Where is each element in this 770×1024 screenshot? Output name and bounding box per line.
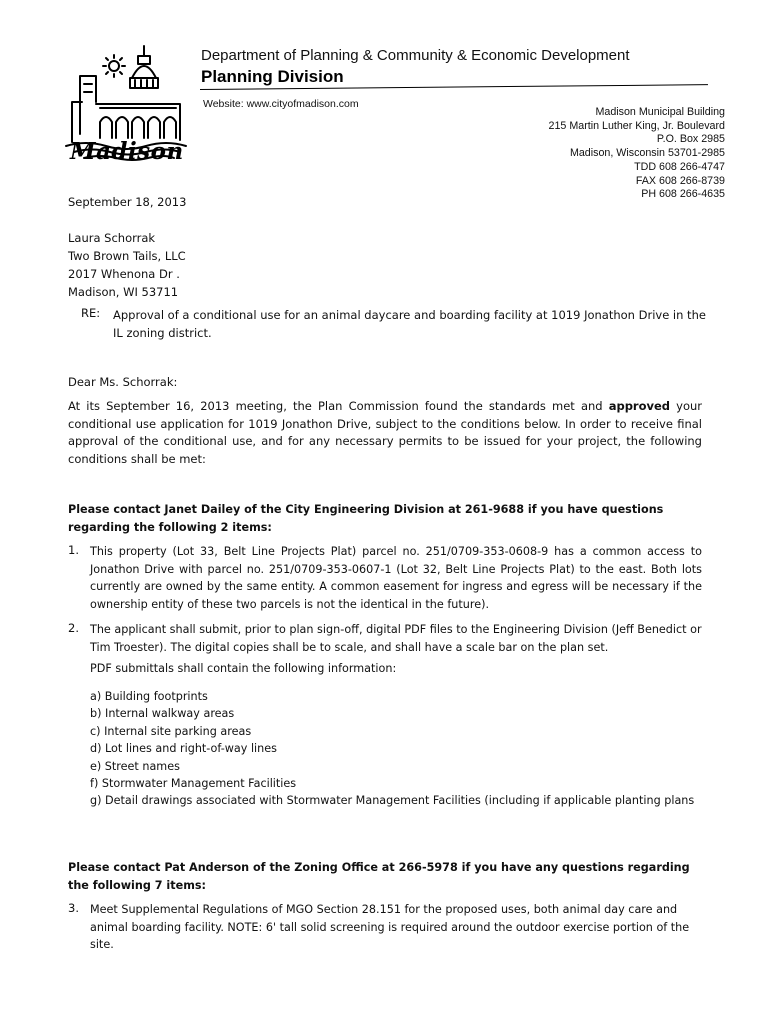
pdf-requirements-list <box>90 688 694 810</box>
recipient-line: Madison, WI 53711 <box>68 285 179 299</box>
address-line: Madison, Wisconsin 53701-2985 <box>569 147 725 160</box>
list-item: a) Building footprints <box>90 690 208 703</box>
condition-item-text: This property (Lot 33, Belt Line Projects Plat) parcel no. 251/0709-353-0608-9 has a common access to Jonathon Drive with parcel no. 251/0709-353-0607-1 (Lot 32, Belt Line Projects Plat) to the east. Both lots currently are owned by the same entity. A common easement for ingress and egress will be necessary if the ownership entity of these two parcels is not the identical in the future). <box>90 545 702 611</box>
re-subject: Approval of a conditional use for an animal daycare and boarding facility at 1019 Jonathon Drive in the IL zoning district. <box>113 308 706 340</box>
list-item: e) Street names <box>90 759 180 773</box>
address-line: FAX 608 266-8739 <box>635 174 725 187</box>
logo-wordmark: Madison <box>70 138 184 165</box>
letter-date: September 18, 2013 <box>68 195 187 209</box>
list-item: c) Internal site parking areas <box>90 724 252 738</box>
engineering-section-heading: Please contact Janet Dailey of the City Engineering Division at 261-9688 if you have questions regarding the following 2 items: <box>68 503 664 534</box>
list-item: b) Internal walkway areas <box>90 707 235 721</box>
re-label: RE: <box>81 306 101 320</box>
division-name: Planning Division <box>201 67 344 86</box>
condition-item-text: The applicant shall submit, prior to plan sign-off, digital PDF files to the Engineering Division (Jeff Benedict or Tim Troester). The digital copies shall be to scale, and shall have a scale bar on the plan set. <box>90 623 702 654</box>
zoning-section-heading: Please contact Pat Anderson of the Zoning Office at 266-5978 if you have any questions regarding the following 7 items: <box>68 861 690 892</box>
recipient-line: Laura Schorrak <box>68 231 156 245</box>
list-item: d) Lot lines and right-of-way lines <box>90 742 277 756</box>
recipient-block <box>68 229 186 301</box>
item-number: 1. <box>68 543 79 557</box>
address-line: 215 Martin Luther King, Jr. Boulevard <box>548 119 725 132</box>
condition-item-text: Meet Supplemental Regulations of MGO Section 28.151 for the proposed uses, both animal day care and animal boarding facility. NOTE: 6' tall solid screening is required around the outdoor exercise portion of the site. <box>90 903 690 951</box>
intro-approved-emphasis: approved <box>608 399 671 413</box>
address-block <box>465 106 725 202</box>
address-line: TDD 608 266-4747 <box>634 160 725 173</box>
website-line: Website: www.cityofmadison.com <box>203 98 359 110</box>
pdf-requirements-intro: PDF submittals shall contain the following information: <box>90 662 397 675</box>
address-line: Madison Municipal Building <box>595 106 725 118</box>
recipient-line: Two Brown Tails, LLC <box>68 249 186 263</box>
intro-paragraph <box>68 398 702 468</box>
intro-text-end: your conditional use application for 1019 Jonathon Drive, subject to the conditions below. In order to receive final approval of the conditional use, and for any necessary permits to be issued for your project, the following conditions shall be met: <box>68 399 703 466</box>
address-line: P.O. Box 2985 <box>656 133 725 146</box>
intro-text-start: At its September 16, 2013 meeting, the Plan Commission found the standards met and <box>68 399 609 413</box>
list-item: f) Stormwater Management Facilities <box>90 777 297 791</box>
recipient-line: 2017 Whenona Dr . <box>68 267 180 281</box>
item-number: 2. <box>68 621 79 635</box>
address-line: PH 608 266-4635 <box>641 188 725 201</box>
department-name: Department of Planning & Community & Economic Development <box>201 47 630 64</box>
list-item: g) Detail drawings associated with Stormwater Management Facilities (including if applicable planting plans <box>90 794 695 808</box>
item-number: 3. <box>68 901 79 915</box>
salutation: Dear Ms. Schorrak: <box>68 375 178 389</box>
